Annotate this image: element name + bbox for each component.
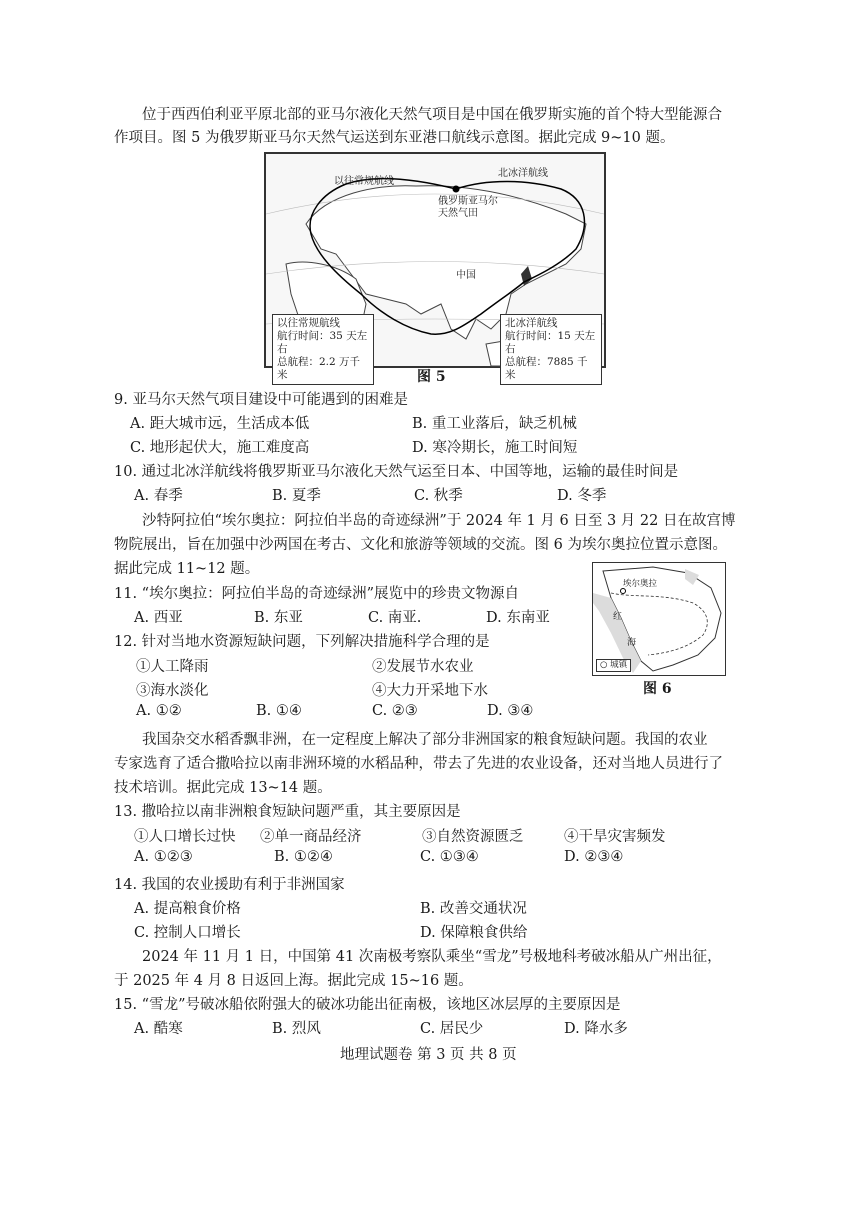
q9-stem: 9. 亚马尔天然气项目建设中可能遇到的困难是: [114, 392, 408, 408]
legend-box-arctic-route: [500, 314, 602, 385]
intro-13-14-line2: 专家选育了适合撒哈拉以南非洲环境的水稻品种，带去了先进的农业设备，还对当地人员进行了: [114, 756, 723, 772]
intro-13-14-line1: 我国杂交水稻香飘非洲，在一定程度上解决了部分非洲国家的粮食短缺问题。我国的农业: [142, 732, 708, 748]
q10-option-a: A. 春季: [134, 488, 183, 504]
q13-stem: 13. 撒哈拉以南非洲粮食短缺问题严重，其主要原因是: [114, 804, 461, 820]
q13-item-3: ③自然资源匮乏: [422, 829, 524, 845]
legend-box-old-route: [272, 314, 374, 385]
intro-9-10-line2: 作项目。图 5 为俄罗斯亚马尔天然气运送到东亚港口航线示意图。据此完成 9~10 题。: [114, 130, 675, 146]
box-old-time: 航行时间：35 天左右: [277, 330, 368, 355]
q10-stem: 10. 通过北冰洋航线将俄罗斯亚马尔液化天然气运至日本、中国等地，运输的最佳时间是: [114, 464, 679, 480]
box-old-title: 以往常规航线: [277, 317, 340, 329]
label-red: 红: [613, 612, 623, 622]
q10-option-c: C. 秋季: [414, 488, 463, 504]
q12-item-1: ①人工降雨: [136, 659, 209, 675]
q12-option-b: B. ①④: [256, 703, 302, 719]
q12-item-2: ②发展节水农业: [372, 659, 474, 675]
intro-15-16-line1: 2024 年 11 月 1 日，中国第 41 次南极考察队乘坐“雪龙”号极地科考破冰船从广州出征，: [142, 949, 722, 965]
q15-option-d: D. 降水多: [564, 1021, 628, 1037]
q11-option-a: A. 西亚: [134, 610, 183, 626]
intro-11-12-line2: 物院展出，旨在加强中沙两国在考古、文化和旅游等领域的交流。图 6 为埃尔奥拉位置示意图。: [114, 537, 727, 553]
intro-15-16-line2: 于 2025 年 4 月 8 日返回上海。据此完成 15~16 题。: [114, 973, 473, 989]
q15-option-c: C. 居民少: [420, 1021, 484, 1037]
q12-item-4: ④大力开采地下水: [372, 683, 488, 699]
q9-option-b: B. 重工业落后，缺乏机械: [412, 416, 577, 432]
q11-option-d: D. 东南亚: [486, 610, 550, 626]
q13-item-1: ①人口增长过快: [134, 829, 236, 845]
q12-option-a: A. ①②: [136, 703, 182, 719]
q15-option-a: A. 酷寒: [134, 1021, 183, 1037]
q13-item-2: ②单一商品经济: [260, 829, 362, 845]
label-alula: 埃尔奥拉: [623, 579, 658, 589]
box-arctic-distance: 总航程：7885 千米: [505, 356, 588, 381]
q11-option-c: C. 南亚.: [368, 610, 422, 626]
q13-option-c: C. ①③④: [420, 849, 479, 865]
q14-option-d: D. 保障粮食供给: [420, 925, 528, 941]
q10-option-d: D. 冬季: [557, 488, 607, 504]
q15-option-b: B. 烈风: [272, 1021, 321, 1037]
q9-option-d: D. 寒冷期长，施工时间短: [412, 440, 578, 456]
q12-item-3: ③海水淡化: [136, 683, 209, 699]
page-footer: 地理试题卷 第 3 页 共 8 页: [340, 1047, 517, 1063]
q14-option-c: C. 控制人口增长: [134, 925, 241, 941]
figure-5-caption: 图 5: [417, 369, 446, 385]
q11-stem: 11. “埃尔奥拉：阿拉伯半岛的奇迹绿洲”展览中的珍贵文物源自: [114, 586, 519, 602]
q14-option-a: A. 提高粮食价格: [134, 901, 241, 917]
label-sea: 海: [627, 638, 637, 648]
box-old-distance: 总航程：2.2 万千米: [277, 356, 361, 381]
q13-option-d: D. ②③④: [564, 849, 624, 865]
figure-6-map: [592, 562, 726, 676]
alula-point: [621, 589, 626, 594]
intro-11-12-line3: 据此完成 11~12 题。: [114, 561, 260, 577]
town-icon: ○: [600, 660, 608, 670]
q12-option-c: C. ②③: [372, 703, 418, 719]
intro-9-10-line1: 位于西西伯利亚平原北部的亚马尔液化天然气项目是中国在俄罗斯实施的首个特大型能源合: [142, 107, 722, 123]
q13-option-a: A. ①②③: [134, 849, 193, 865]
yamal-point: [453, 186, 460, 193]
label-arctic-route: 北冰洋航线: [498, 168, 548, 179]
legend-town-label: 城镇: [610, 660, 628, 670]
box-arctic-time: 航行时间：15 天左右: [505, 330, 596, 355]
q10-option-b: B. 夏季: [272, 488, 321, 504]
label-yamal-gas-field: 俄罗斯亚马尔天然气田: [438, 196, 498, 219]
q14-option-b: B. 改善交通状况: [420, 901, 527, 917]
intro-13-14-line3: 技术培训。据此完成 13~14 题。: [114, 780, 332, 796]
intro-11-12-line1: 沙特阿拉伯“埃尔奥拉：阿拉伯半岛的奇迹绿洲”于 2024 年 1 月 6 日至 3 月 22 日在故宫博: [142, 513, 736, 529]
q11-option-b: B. 东亚: [254, 610, 303, 626]
label-old-route: 以往常规航线: [334, 176, 394, 187]
q15-stem: 15. “雪龙”号破冰船依附强大的破冰功能出征南极，该地区冰层厚的主要原因是: [114, 997, 621, 1013]
q9-option-c: C. 地形起伏大，施工难度高: [130, 440, 310, 456]
q9-option-a: A. 距大城市远，生活成本低: [130, 416, 310, 432]
legend-town: [596, 659, 631, 672]
label-china: 中国: [456, 270, 476, 281]
box-arctic-title: 北冰洋航线: [505, 317, 558, 329]
q13-item-4: ④干旱灾害频发: [564, 829, 666, 845]
figure-6-caption: 图 6: [643, 681, 672, 697]
q13-option-b: B. ①②④: [274, 849, 333, 865]
q12-stem: 12. 针对当地水资源短缺问题，下列解决措施科学合理的是: [114, 634, 490, 650]
q14-stem: 14. 我国的农业援助有利于非洲国家: [114, 877, 345, 893]
q12-option-d: D. ③④: [487, 703, 534, 719]
